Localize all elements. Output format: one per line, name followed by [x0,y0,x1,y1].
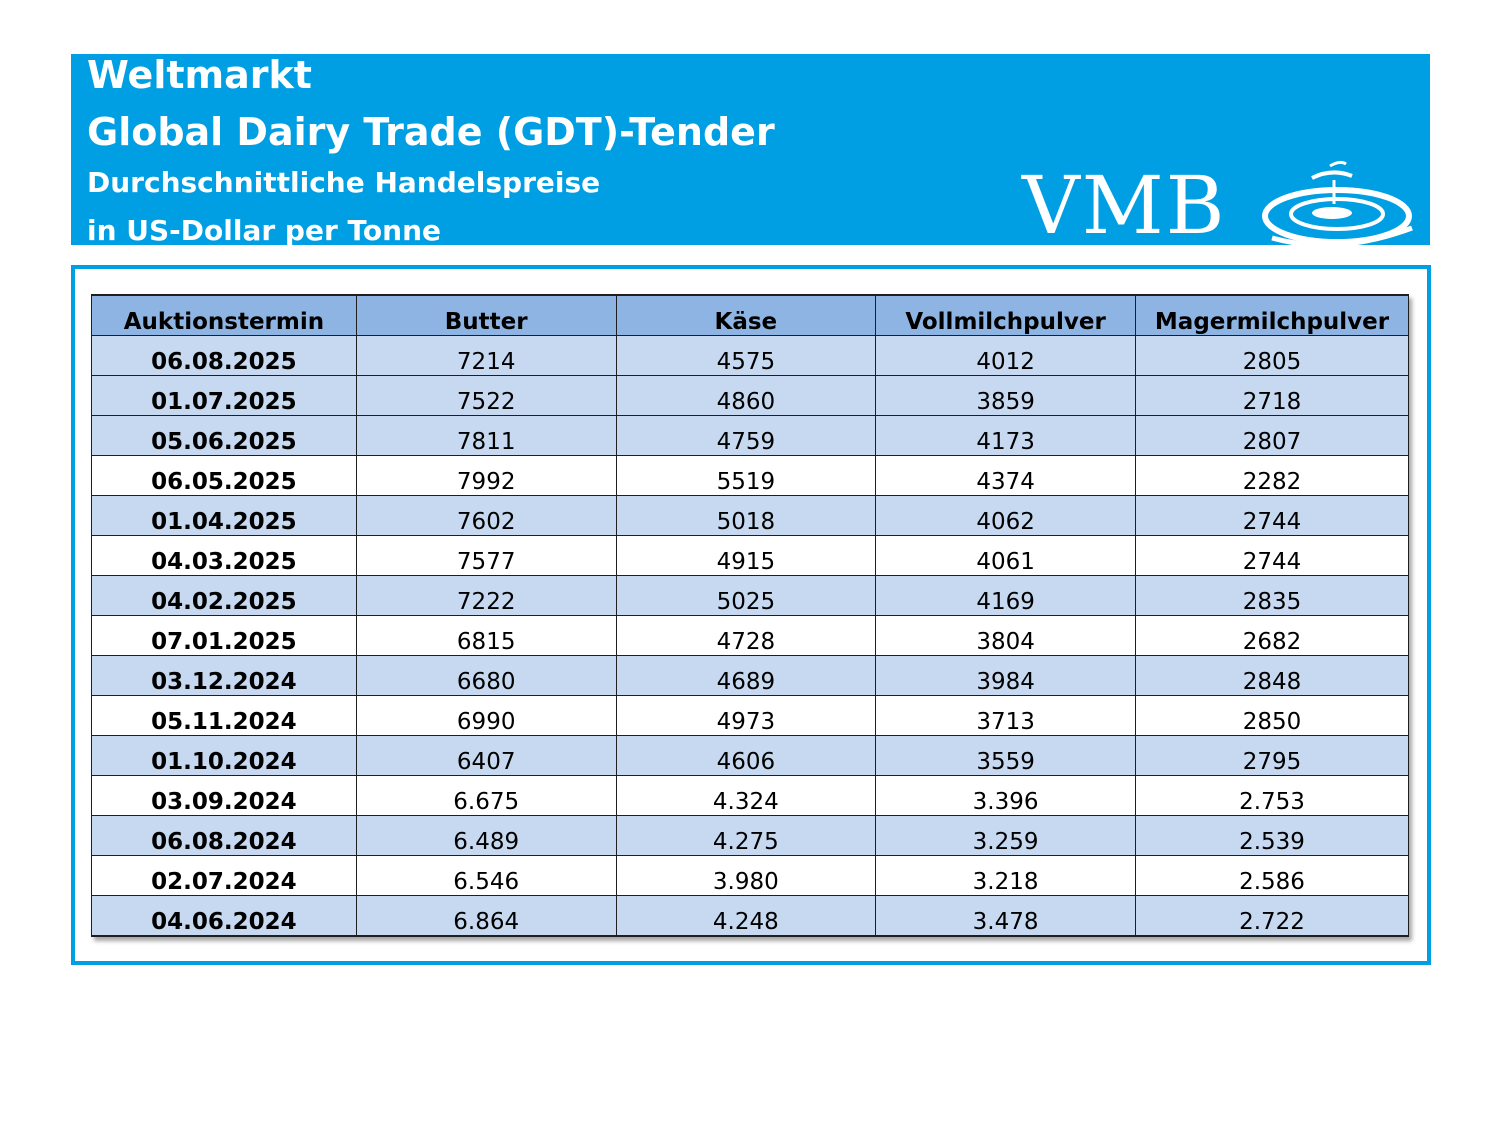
butter-price-cell: 6815 [356,616,616,656]
auction-date-cell: 06.05.2025 [92,456,357,496]
table-row [92,536,1409,576]
kaese-price-cell: 4973 [616,696,876,736]
auction-date-cell: 01.10.2024 [92,736,357,776]
butter-price-cell: 6.675 [356,776,616,816]
table-row [92,496,1409,536]
unit-line: in US-Dollar per Tonne [87,214,441,245]
magermilchpulver-price-cell: 2.539 [1136,816,1409,856]
table-row [92,736,1409,776]
kaese-price-cell: 4860 [616,376,876,416]
kaese-price-cell: 5018 [616,496,876,536]
butter-price-cell: 6990 [356,696,616,736]
table-row [92,336,1409,376]
vollmilchpulver-price-cell: 3.218 [876,856,1136,896]
table-row [92,376,1409,416]
auction-date-cell: 05.11.2024 [92,696,357,736]
butter-price-cell: 6.489 [356,816,616,856]
butter-price-cell: 6680 [356,656,616,696]
vollmilchpulver-price-cell: 4061 [876,536,1136,576]
auction-date-cell: 01.04.2025 [92,496,357,536]
butter-price-cell: 7992 [356,456,616,496]
table-row [92,776,1409,816]
vollmilchpulver-price-cell: 3984 [876,656,1136,696]
auction-date-cell: 02.07.2024 [92,856,357,896]
vollmilchpulver-price-cell: 4012 [876,336,1136,376]
vollmilchpulver-price-cell: 3.396 [876,776,1136,816]
table-row [92,656,1409,696]
magermilchpulver-price-cell: 2848 [1136,656,1409,696]
vollmilchpulver-price-cell: 3559 [876,736,1136,776]
table-row [92,896,1409,937]
header-banner [71,54,1430,245]
vollmilchpulver-price-cell: 3.478 [876,896,1136,937]
kaese-price-cell: 3.980 [616,856,876,896]
auction-date-cell: 06.08.2025 [92,336,357,376]
logo-swirl-icon [1242,158,1422,245]
magermilchpulver-price-cell: 2744 [1136,496,1409,536]
auction-date-cell: 03.09.2024 [92,776,357,816]
table-row [92,816,1409,856]
kaese-price-cell: 4575 [616,336,876,376]
kaese-price-cell: 4606 [616,736,876,776]
kaese-price-cell: 4.248 [616,896,876,937]
header-text-block [87,54,775,245]
column-header-magermilchpulver: Magermilchpulver [1136,295,1409,336]
kaese-price-cell: 4728 [616,616,876,656]
auction-date-cell: 05.06.2025 [92,416,357,456]
auction-date-cell: 03.12.2024 [92,656,357,696]
auction-date-cell: 06.08.2024 [92,816,357,856]
auction-date-cell: 04.02.2025 [92,576,357,616]
column-header-butter: Butter [356,295,616,336]
kaese-price-cell: 4915 [616,536,876,576]
table-row [92,696,1409,736]
butter-price-cell: 6407 [356,736,616,776]
logo-text: VMB [1022,159,1227,245]
kaese-price-cell: 5025 [616,576,876,616]
magermilchpulver-price-cell: 2795 [1136,736,1409,776]
auction-date-cell: 01.07.2025 [92,376,357,416]
column-header-kaese: Käse [616,295,876,336]
magermilchpulver-price-cell: 2.586 [1136,856,1409,896]
butter-price-cell: 7214 [356,336,616,376]
auction-date-cell: 07.01.2025 [92,616,357,656]
column-header-vollmilchpulver: Vollmilchpulver [876,295,1136,336]
magermilchpulver-price-cell: 2850 [1136,696,1409,736]
table-row [92,856,1409,896]
butter-price-cell: 7522 [356,376,616,416]
table-header-row [92,295,1409,336]
page-subtitle: Global Dairy Trade (GDT)-Tender [87,110,775,154]
price-table [91,294,1409,937]
description-line: Durchschnittliche Handelspreise [87,166,601,199]
vollmilchpulver-price-cell: 4173 [876,416,1136,456]
vollmilchpulver-price-cell: 4169 [876,576,1136,616]
magermilchpulver-price-cell: 2805 [1136,336,1409,376]
table-row [92,416,1409,456]
magermilchpulver-price-cell: 2744 [1136,536,1409,576]
butter-price-cell: 7222 [356,576,616,616]
kaese-price-cell: 5519 [616,456,876,496]
vollmilchpulver-price-cell: 4062 [876,496,1136,536]
butter-price-cell: 7811 [356,416,616,456]
magermilchpulver-price-cell: 2.753 [1136,776,1409,816]
magermilchpulver-price-cell: 2718 [1136,376,1409,416]
vmb-logo [1022,158,1422,245]
vollmilchpulver-price-cell: 3713 [876,696,1136,736]
column-header-date: Auktionstermin [92,295,357,336]
butter-price-cell: 6.546 [356,856,616,896]
butter-price-cell: 7602 [356,496,616,536]
page-title: Weltmarkt [87,54,312,97]
magermilchpulver-price-cell: 2807 [1136,416,1409,456]
kaese-price-cell: 4759 [616,416,876,456]
kaese-price-cell: 4.324 [616,776,876,816]
vollmilchpulver-price-cell: 3804 [876,616,1136,656]
magermilchpulver-price-cell: 2835 [1136,576,1409,616]
auction-date-cell: 04.03.2025 [92,536,357,576]
table-frame [71,265,1431,965]
vollmilchpulver-price-cell: 3859 [876,376,1136,416]
butter-price-cell: 6.864 [356,896,616,937]
kaese-price-cell: 4.275 [616,816,876,856]
vollmilchpulver-price-cell: 4374 [876,456,1136,496]
kaese-price-cell: 4689 [616,656,876,696]
table-row [92,616,1409,656]
butter-price-cell: 7577 [356,536,616,576]
magermilchpulver-price-cell: 2682 [1136,616,1409,656]
magermilchpulver-price-cell: 2.722 [1136,896,1409,937]
vollmilchpulver-price-cell: 3.259 [876,816,1136,856]
magermilchpulver-price-cell: 2282 [1136,456,1409,496]
table-body [92,336,1409,937]
table-row [92,456,1409,496]
table-row [92,576,1409,616]
auction-date-cell: 04.06.2024 [92,896,357,937]
